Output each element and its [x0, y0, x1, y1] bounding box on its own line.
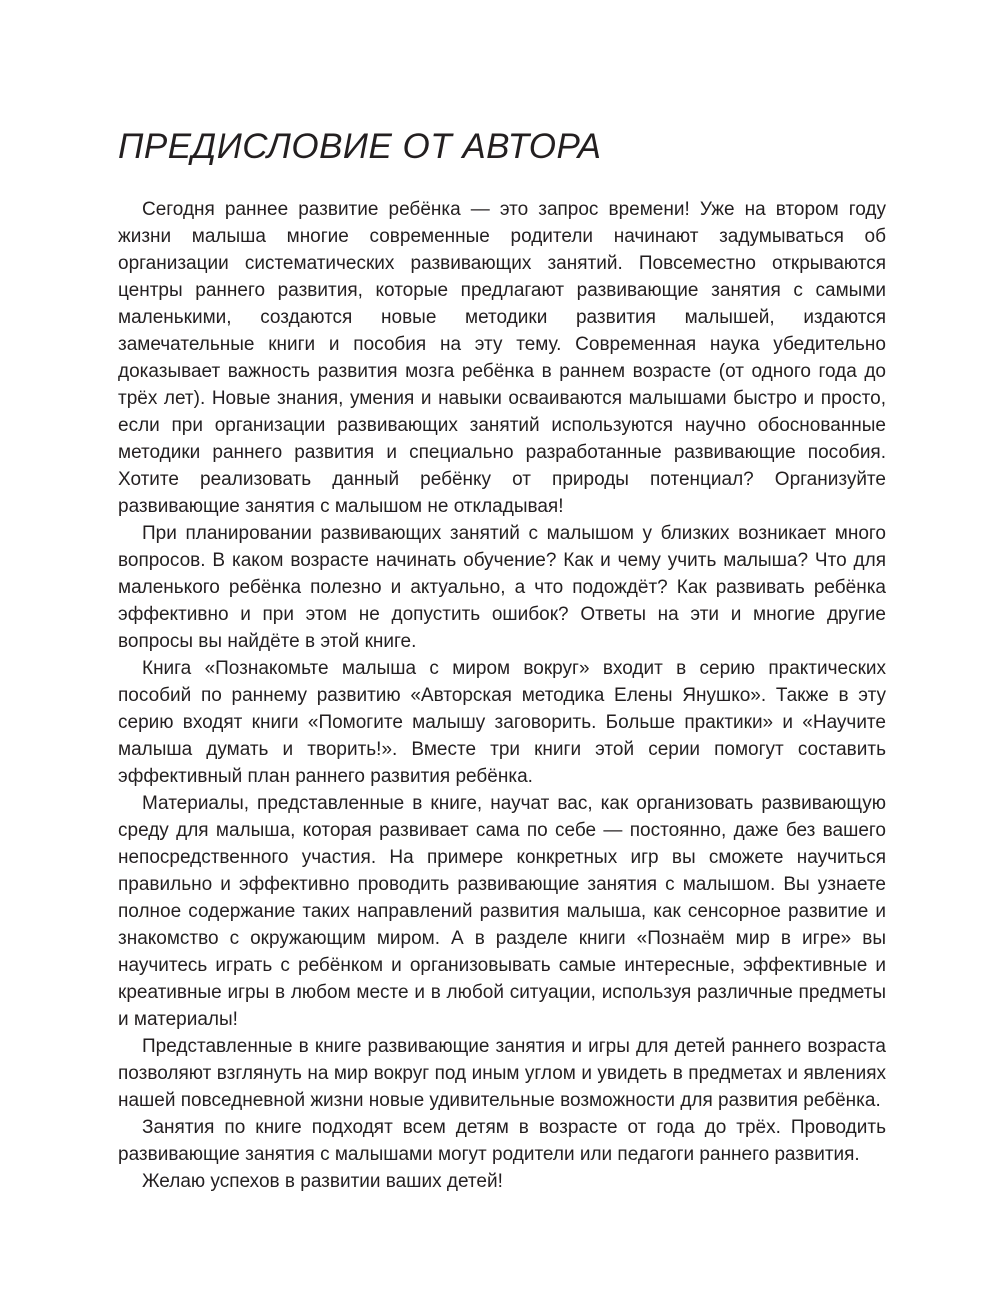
paragraph-4: Материалы, представленные в книге, научат вас, как организовать развивающую среду для малыша, которая развивает сама по себе — постоянно, даже без вашего непосредственного участия. На примере конкретных игр вы сможете научиться правильно и эффективно проводить развивающие занятия с малышом. Вы узнаете полное содержание таких направлений развития малыша, как сенсорное развитие и знакомство с окружающим миром. А в разделе книги «Познаём мир в игре» вы научитесь играть с ребёнком и организовывать самые интересные, эффективные и креативные игры в любом месте и в любой ситуации, используя различные предметы и материалы!	[118, 793, 886, 1030]
paragraph-1: Сегодня раннее развитие ребёнка — это запрос времени! Уже на втором году жизни малыша многие современные родители начинают задумываться об организации систематических развивающих занятий. Повсеместно открываются центры раннего развития, которые предлагают развивающие занятия с самыми маленькими, создаются новые методики развития малышей, издаются замечательные книги и пособия на эту тему. Современная наука убедительно доказывает важность развития мозга ребёнка в раннем возрасте (от одного года до трёх лет). Новые знания, умения и навыки осваиваются малышами быстро и просто, если при организации развивающих занятий используются научно обоснованные методики раннего развития и специально разработанные развивающие пособия. Хотите реализовать данный ребёнку от природы потенциал? Организуйте развивающие занятия с малышом не откладывая!	[118, 199, 886, 517]
paragraph-7: Желаю успехов в развитии ваших детей!	[142, 1171, 503, 1192]
paragraph-6: Занятия по книге подходят всем детям в возрасте от года до трёх. Проводить развивающие занятия с малышами могут родители или педагоги раннего развития.	[118, 1117, 886, 1165]
paragraph-3: Книга «Познакомьте малыша с миром вокруг» входит в серию практических пособий по раннему развитию «Авторская методика Елены Янушко». Также в эту серию входят книги «Помогите малышу заговорить. Больше практики» и «Научите малыша думать и творить!». Вместе три книги этой серии помогут составить эффективный план раннего развития ребёнка.	[118, 658, 886, 787]
paragraph-5: Представленные в книге развивающие занятия и игры для детей раннего возраста позволяют взглянуть на мир вокруг под иным углом и увидеть в предметах и явлениях нашей повседневной жизни новые удивительные возможности для развития ребёнка.	[118, 1036, 886, 1111]
page-title: ПРЕДИСЛОВИЕ ОТ АВТОРА	[118, 127, 602, 166]
document-page	[118, 124, 886, 1195]
paragraph-2: При планировании развивающих занятий с малышом у близких возникает много вопросов. В каком возрасте начинать обучение? Как и чему учить малыша? Что для маленького ребёнка полезно и актуально, а что подождёт? Как развивать ребёнка эффективно и при этом не допустить ошибок? Ответы на эти и многие другие вопросы вы найдёте в этой книге.	[118, 523, 886, 652]
